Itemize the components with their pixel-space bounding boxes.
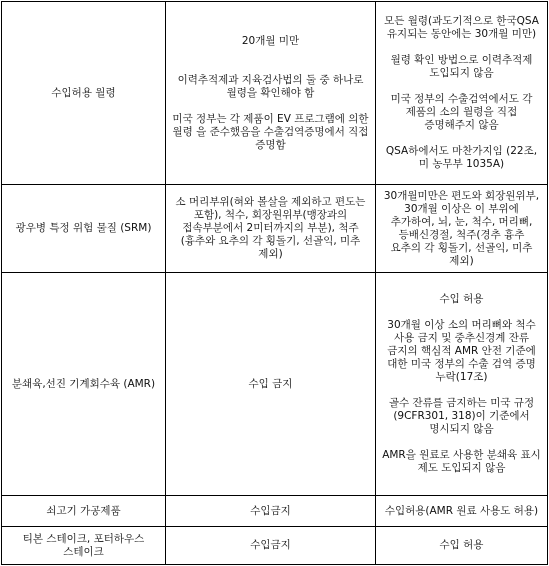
row-label: 광우병 특정 위험 물질 (SRM): [2, 185, 166, 273]
cell-text: QSA하에서도 마찬가지임 (22조, 미 농무부 1035A): [385, 145, 538, 170]
comparison-table: [1, 1, 548, 565]
cell-text: 소 머리부위(혀와 볼살을 제외하고 편도는 포함), 척수, 회장원위부(맹장과의 접속부분에서 2미터까지의 부분), 척주(흉추와 요추의 각 횡돌기, 선골익, 미추 제외): [175, 196, 366, 260]
cell-text: 30개월 이상 소의 머리뼈와 척수 사용 금지 및 중추신경계 잔류 금지의 핵심적 AMR 안전 기준에 대한 미국 정부의 수출 검역 증명 누락(17조): [387, 319, 536, 383]
row-label: 수입허용 월령: [2, 2, 166, 185]
cell-text: 미국 정부는 각 제품이 EV 프로그램에 의한 월령 을 준수했음을 수출검역증명에서 직접 증명함: [172, 112, 369, 151]
new-rule-cell: [376, 185, 548, 273]
cell-text: 수입금지: [250, 539, 291, 551]
current-rule-cell: [166, 273, 376, 496]
cell-text: 미국 정부의 수출검역에서도 각 제품의 소의 월령을 직접 증명해주지 않음: [390, 93, 533, 131]
cell-text: 20개월 미만: [241, 34, 300, 47]
cell-text: 수입 허용: [439, 293, 484, 305]
cell-text: 수입 금지: [248, 377, 293, 390]
row-label: 티본 스테이크, 포터하우스 스테이크: [2, 527, 166, 565]
table-row: [2, 2, 548, 185]
current-rule-cell: [166, 496, 376, 527]
cell-text: AMR을 원료로 사용한 분쇄육 표시 제도 도입되지 않음: [382, 449, 541, 474]
cell-text: 골수 잔류를 금지하는 미국 규정(9CFR301, 318)이 기준에서 명시되지 않음: [388, 397, 535, 435]
current-rule-cell: [166, 185, 376, 273]
cell-text: 30개월미만은 편도와 회장원위부, 30개월 이상은 이 부위에 추가하여, 뇌, 눈, 척수, 머리뼈, 등배신경절, 척주(경추 흉추 요추의 각 횡돌기, 선골익, 미추 제외): [383, 189, 540, 267]
cell-text: 수입금지: [250, 504, 291, 517]
table-row: [2, 185, 548, 273]
table-row: [2, 273, 548, 496]
new-rule-cell: [376, 496, 548, 527]
cell-text: 수입 허용: [439, 539, 484, 551]
cell-text: 수입허용(AMR 원료 사용도 허용): [384, 504, 539, 517]
row-label: 분쇄육,선진 기계회수육 (AMR): [2, 273, 166, 496]
cell-text: 이력추적제과 지육검사법의 둘 중 하나로 월령을 확인해야 함: [177, 73, 364, 99]
table-row: [2, 496, 548, 527]
new-rule-cell: [376, 527, 548, 565]
current-rule-cell: [166, 2, 376, 185]
table-row: [2, 527, 548, 565]
new-rule-cell: [376, 273, 548, 496]
cell-text: 월령 확인 방법으로 이력추적제 도입되지 않음: [390, 54, 533, 79]
new-rule-cell: [376, 2, 548, 185]
cell-text: 모든 월령(과도기적으로 한국QSA 유지되는 동안에는 30개월 미만): [384, 15, 539, 40]
row-label: 쇠고기 가공제품: [2, 496, 166, 527]
current-rule-cell: [166, 527, 376, 565]
